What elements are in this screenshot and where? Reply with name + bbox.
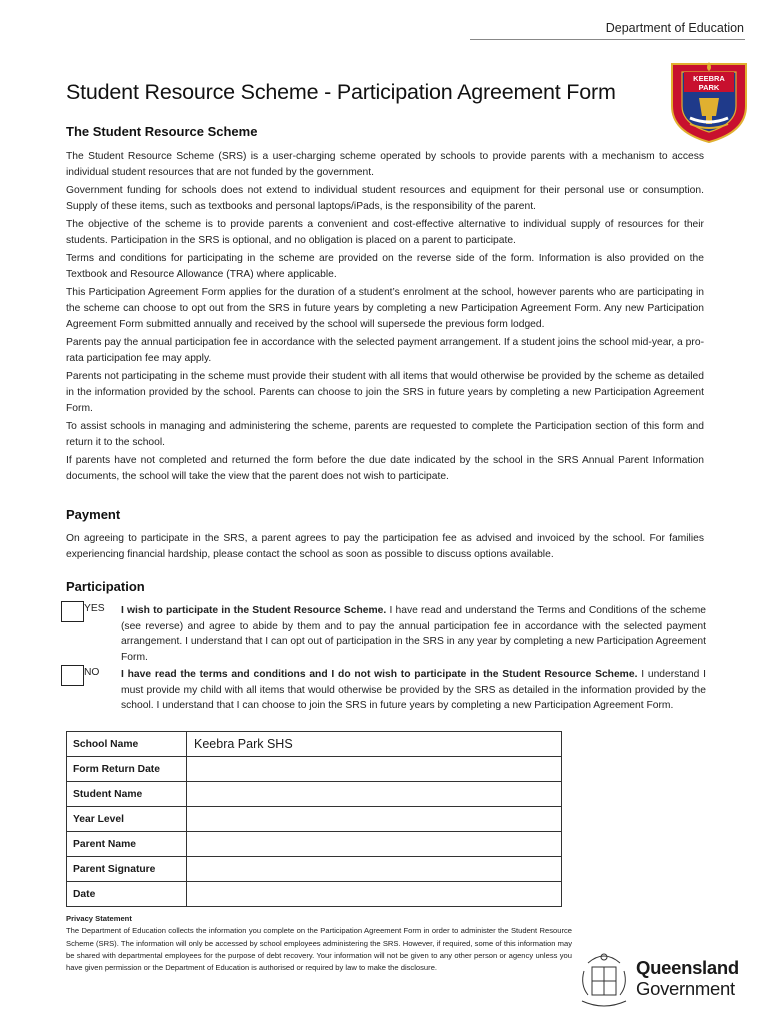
yes-text: I have read and understand the Terms and Conditions of the scheme (see reverse) and agree to abide by them and to pay the annual participation fee in accordance with the selected payment arrangement. I understand that I can opt out of participation in the SRS in any year by completing a new Participation Agreement Form. [121,605,706,663]
no-label: NO [84,667,100,678]
student-name-field[interactable] [187,782,562,807]
department-label: Department of Education [605,21,744,35]
school-name-label: School Name [67,732,187,757]
payment-body [66,531,704,563]
privacy-statement [66,913,572,974]
privacy-text: The Department of Education collects the information you complete on the Participation Agreement Form in order to administer the Student Resource Scheme (SRS). The information will only be accessed by school employees administering the SRS. However, if required, some of this information may be shared with departmental employees for the purpose of debt recovery. Your information will not be given to any other person or agency unless you have given permission or the Department of Education is authorised or required by law to make the disclosure. [66,926,572,973]
no-statement: I have read the terms and conditions and I do not wish to participate in the Student Resource Scheme. [121,669,638,680]
srs-paragraph: Government funding for schools does not extend to individual student resources and equipment for their personal use or consumption. Supply of these items, such as textbooks and personal laptops/iPads, is the responsibility of the parent. [66,184,704,213]
year-level-label: Year Level [67,807,187,832]
table-row [67,882,562,907]
form-return-date-field[interactable] [187,757,562,782]
no-checkbox[interactable] [61,665,84,686]
yes-description [121,603,706,665]
no-text: I understand I must provide my child with all items that would otherwise be provided by the SRS as detailed in the information provided by the school. I understand that I can choose to join the SRS in future years by completing a new Participation Agreement Form. [121,669,706,712]
student-name-label: Student Name [67,782,187,807]
srs-paragraph: The objective of the scheme is to provide parents a convenient and cost-effective alternative to individual supply of resources for their students. Participation in the SRS is optional, and no obligation is placed on a parent to participate. [66,218,704,247]
school-crest-logo [666,58,752,144]
table-row [67,832,562,857]
table-row [67,807,562,832]
form-return-date-label: Form Return Date [67,757,187,782]
table-row [67,757,562,782]
participation-heading: Participation [66,579,145,594]
parent-signature-field[interactable] [187,857,562,882]
srs-paragraph: The Student Resource Scheme (SRS) is a user-charging scheme operated by schools to provide parents with a mechanism to access individual student resources that are not funded by the government. [66,151,704,179]
srs-paragraph: Parents pay the annual participation fee in accordance with the selected payment arrangement. If a student joins the school mid-year, a pro-rata participation fee may apply. [66,336,704,364]
srs-paragraph: If parents have not completed and returned the form before the due date indicated by the school in the SRS Annual Parent Information documents, the school will take the view that the parent does not wish to participate. [66,454,704,482]
srs-body [66,149,704,485]
page-title: Student Resource Scheme - Participation Agreement Form [66,80,616,104]
crest-text-top: KEEBRA [693,74,725,83]
parent-signature-label: Parent Signature [67,857,187,882]
table-row [67,782,562,807]
details-table [66,731,562,907]
year-level-field[interactable] [187,807,562,832]
crest-text-middle: PARK [698,83,720,92]
table-row [67,732,562,757]
payment-heading: Payment [66,507,121,522]
parent-name-field[interactable] [187,832,562,857]
table-row [67,857,562,882]
yes-checkbox[interactable] [61,601,84,622]
srs-paragraph: Parents not participating in the scheme must provide their student with all items that would otherwise be provided by the scheme as detailed in the information provided by the school. Parents can choose to join the SRS in future years by completing a new Participation Agreement Form. [66,370,704,415]
srs-paragraph: To assist schools in managing and administering the scheme, parents are requested to complete the Participation section of this form and return it to the school. [66,420,704,448]
date-label: Date [67,882,187,907]
yes-label: YES [84,603,105,614]
queensland-wordmark: Queensland [636,957,739,978]
payment-text: On agreeing to participate in the SRS, a parent agrees to pay the participation fee as advised and invoiced by the school. For families experiencing financial hardship, please contact the school as soon as possible to discuss options available. [66,533,704,561]
school-name-field[interactable]: Keebra Park SHS [187,732,562,757]
date-field[interactable] [187,882,562,907]
header-divider [470,39,745,40]
parent-name-label: Parent Name [67,832,187,857]
no-description [121,667,706,714]
government-wordmark: Government [636,978,735,999]
srs-paragraph: Terms and conditions for participating in the scheme are provided on the reverse side of the form. Information is also provided on the Textbook and Resource Allowance (TRA) where applicable. [66,252,704,280]
yes-statement: I wish to participate in the Student Resource Scheme. [121,605,387,616]
srs-heading: The Student Resource Scheme [66,124,258,139]
srs-paragraph: This Participation Agreement Form applies for the duration of a student’s enrolment at the school, however parents who are participating in the scheme can choose to opt out from the SRS in future years by completing a new Participation Agreement Form. Any new Participation Agreement Form submitted annually and received by the school will supersede the previous form lodged. [66,286,704,331]
privacy-heading: Privacy Statement [66,914,132,923]
